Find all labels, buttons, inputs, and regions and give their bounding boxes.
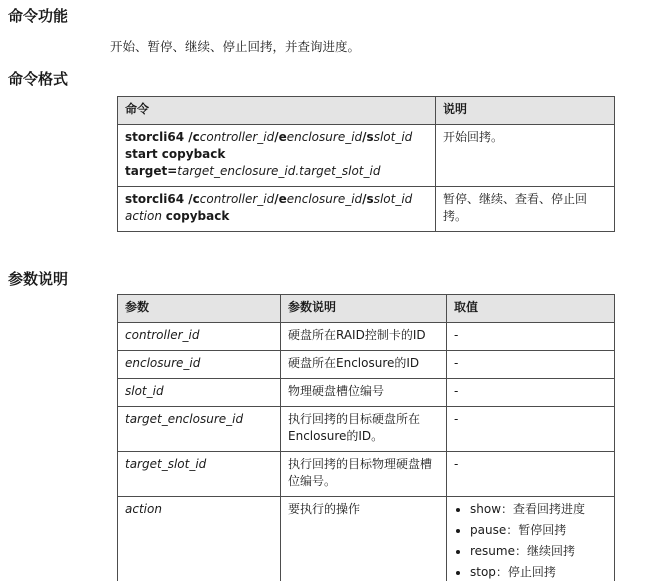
value-list-item: • pause：暂停回拷 xyxy=(470,522,607,539)
section-heading-command-function: 命令功能 xyxy=(8,7,69,25)
parameter-value-cell: - xyxy=(447,379,615,407)
command-segment: storcli64 /c xyxy=(125,192,200,206)
table-row xyxy=(118,351,615,379)
table-row xyxy=(118,452,615,497)
parameter-name-cell: target_slot_id xyxy=(118,452,281,497)
command-segment: controller_id xyxy=(199,192,275,206)
table-row xyxy=(118,407,615,452)
command-segment: /e xyxy=(274,130,287,144)
command-segment: controller_id xyxy=(199,130,275,144)
table-row xyxy=(118,125,615,187)
value-list-item: • resume：继续回拷 xyxy=(470,543,607,560)
parameter-description-cell: 执行回拷的目标硬盘所在Enclosure的ID。 xyxy=(281,407,447,452)
parameter-value-cell: - xyxy=(447,323,615,351)
command-segment: slot_id xyxy=(373,192,413,206)
command-segment: enclosure_id xyxy=(286,192,363,206)
parameter-name-cell: enclosure_id xyxy=(118,351,281,379)
value-list xyxy=(454,501,607,581)
command-cell xyxy=(118,125,436,187)
column-header-value: 取值 xyxy=(447,295,615,323)
value-list-item: • stop：停止回拷 xyxy=(470,564,607,581)
parameter-name-cell: slot_id xyxy=(118,379,281,407)
parameter-description-cell: 要执行的操作 xyxy=(281,497,447,581)
column-header-description: 说明 xyxy=(436,97,615,125)
value-list-item: • show：查看回拷进度 xyxy=(470,501,607,518)
parameter-value-cell xyxy=(447,497,615,581)
command-segment: target_enclosure_id.target_slot_id xyxy=(177,164,381,178)
description-cell: 暂停、继续、查看、停止回拷。 xyxy=(436,187,615,232)
command-segment: enclosure_id xyxy=(286,130,363,144)
command-segment: target= xyxy=(125,164,178,178)
command-cell xyxy=(118,187,436,232)
parameter-value-cell: - xyxy=(447,407,615,452)
parameter-name-cell: target_enclosure_id xyxy=(118,407,281,452)
parameter-table xyxy=(117,294,615,581)
table-header-row xyxy=(118,295,615,323)
section-heading-command-format: 命令格式 xyxy=(8,70,69,88)
parameter-description-cell: 硬盘所在RAID控制卡的ID xyxy=(281,323,447,351)
command-segment: action xyxy=(125,209,162,223)
command-format-table xyxy=(117,96,615,232)
column-header-command: 命令 xyxy=(118,97,436,125)
table-row xyxy=(118,497,615,581)
command-segment: slot_id xyxy=(373,130,413,144)
command-segment: copyback xyxy=(165,209,230,223)
command-function-description: 开始、暂停、继续、停止回拷，并查询进度。 xyxy=(110,39,361,54)
column-header-parameter-description: 参数说明 xyxy=(281,295,447,323)
table-row xyxy=(118,187,615,232)
column-header-parameter: 参数 xyxy=(118,295,281,323)
parameter-name-cell: action xyxy=(118,497,281,581)
parameter-description-cell: 执行回拷的目标物理硬盘槽位编号。 xyxy=(281,452,447,497)
command-segment: /e xyxy=(274,192,287,206)
table-header-row xyxy=(118,97,615,125)
table-row xyxy=(118,379,615,407)
parameter-value-cell: - xyxy=(447,351,615,379)
table-row xyxy=(118,323,615,351)
section-heading-parameter-description: 参数说明 xyxy=(8,270,69,288)
description-cell: 开始回拷。 xyxy=(436,125,615,187)
command-segment: storcli64 /c xyxy=(125,130,200,144)
parameter-description-cell: 硬盘所在Enclosure的ID xyxy=(281,351,447,379)
parameter-value-cell: - xyxy=(447,452,615,497)
parameter-description-cell: 物理硬盘槽位编号 xyxy=(281,379,447,407)
parameter-name-cell: controller_id xyxy=(118,323,281,351)
command-segment: /s xyxy=(362,192,374,206)
command-segment: /s xyxy=(362,130,374,144)
command-segment: start copyback xyxy=(125,147,226,161)
